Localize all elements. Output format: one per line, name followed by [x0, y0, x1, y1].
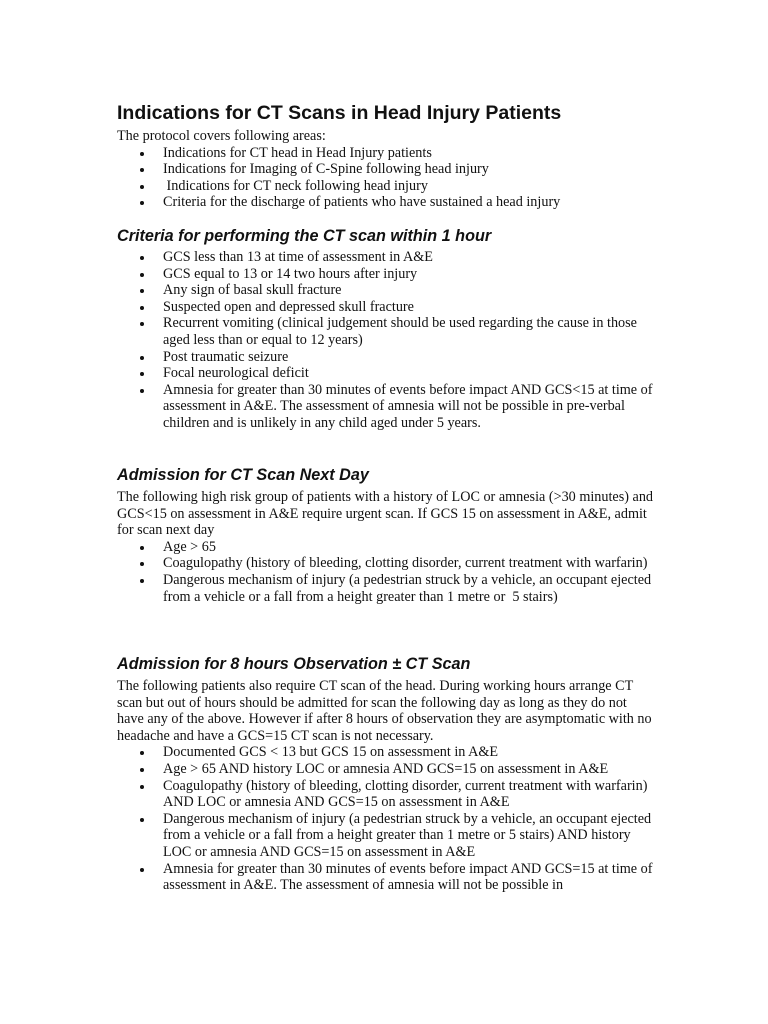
- section-heading-ct-1-hour: Criteria for performing the CT scan within 1 hour: [117, 227, 492, 245]
- section-heading-8-hours-observation: Admission for 8 hours Observation ± CT Scan: [117, 655, 471, 673]
- bullet-icon: [140, 185, 144, 189]
- bullet-icon: [140, 818, 144, 822]
- intro-list: [117, 145, 657, 211]
- section-2-block: [117, 489, 657, 605]
- list-item: Recurrent vomiting (clinical judgement should be used regarding the cause in those aged less than or equal to 12 years): [117, 315, 657, 348]
- section-2-text: The following high risk group of patients with a history of LOC or amnesia (>30 minutes) and GCS<15 on assessment in A&E require urgent scan. If GCS 15 on assessment in A&E, admit for scan next day: [117, 489, 654, 539]
- list-item: GCS equal to 13 or 14 two hours after injury: [117, 266, 657, 283]
- list-item: Post traumatic seizure: [117, 349, 657, 366]
- section-3-block: [117, 678, 657, 894]
- section-3-list: [117, 744, 657, 893]
- bullet-icon: [140, 868, 144, 872]
- document-title: Indications for CT Scans in Head Injury Patients: [117, 102, 562, 124]
- list-item: GCS less than 13 at time of assessment in A&E: [117, 249, 657, 266]
- list-item: Dangerous mechanism of injury (a pedestrian struck by a vehicle, an occupant ejected from a vehicle or a fall from a height greater than 1 metre or 5 stairs): [117, 572, 657, 605]
- bullet-icon: [140, 273, 144, 277]
- bullet-icon: [140, 751, 144, 755]
- bullet-icon: [140, 201, 144, 205]
- list-item: Indications for CT head in Head Injury patients: [117, 145, 657, 162]
- list-item: Age > 65 AND history LOC or amnesia AND GCS=15 on assessment in A&E: [117, 761, 657, 778]
- bullet-icon: [140, 562, 144, 566]
- list-item: Amnesia for greater than 30 minutes of events before impact AND GCS<15 at time of assessment in A&E. The assessment of amnesia will not be possible in pre-verbal children and is unlikely in any child aged under 5 years.: [117, 382, 657, 432]
- bullet-icon: [140, 579, 144, 583]
- list-item: Focal neurological deficit: [117, 365, 657, 382]
- section-2-list: [117, 539, 657, 605]
- bullet-icon: [140, 256, 144, 260]
- bullet-icon: [140, 356, 144, 360]
- intro-block: [117, 128, 657, 211]
- bullet-icon: [140, 389, 144, 393]
- bullet-icon: [140, 372, 144, 376]
- bullet-icon: [140, 306, 144, 310]
- list-item: Documented GCS < 13 but GCS 15 on assessment in A&E: [117, 744, 657, 761]
- list-item: Coagulopathy (history of bleeding, clotting disorder, current treatment with warfarin) AND LOC or amnesia AND GCS=15 on assessment in A&E: [117, 778, 657, 811]
- section-3-text: The following patients also require CT scan of the head. During working hours arrange CT scan but out of hours should be admitted for scan the following day as long as they do not have any of the above. However if after 8 hours of observation they are asymptomatic with no headache and have a GCS=15 CT scan is not necessary.: [117, 678, 652, 744]
- list-item: Age > 65: [117, 539, 657, 556]
- bullet-icon: [140, 785, 144, 789]
- bullet-icon: [140, 289, 144, 293]
- list-item: Any sign of basal skull fracture: [117, 282, 657, 299]
- bullet-icon: [140, 152, 144, 156]
- section-1-list: [117, 249, 657, 432]
- list-item: Coagulopathy (history of bleeding, clotting disorder, current treatment with warfarin): [117, 555, 657, 572]
- list-item: Indications for Imaging of C-Spine following head injury: [117, 161, 657, 178]
- list-item: Dangerous mechanism of injury (a pedestrian struck by a vehicle, an occupant ejected from a vehicle or a fall from a height greater than 1 metre or 5 stairs) AND history LOC or amnesia AND GCS=15 on assessment in A&E: [117, 811, 657, 861]
- bullet-icon: [140, 546, 144, 550]
- intro-text: The protocol covers following areas:: [117, 128, 326, 144]
- section-heading-ct-next-day: Admission for CT Scan Next Day: [117, 466, 369, 484]
- bullet-icon: [140, 768, 144, 772]
- list-item: Criteria for the discharge of patients who have sustained a head injury: [117, 194, 657, 211]
- bullet-icon: [140, 168, 144, 172]
- list-item: Indications for CT neck following head injury: [117, 178, 657, 195]
- bullet-icon: [140, 322, 144, 326]
- list-item: Amnesia for greater than 30 minutes of events before impact AND GCS=15 at time of assessment in A&E. The assessment of amnesia will not be possible in: [117, 861, 657, 894]
- section-1-block: [117, 249, 657, 432]
- list-item: Suspected open and depressed skull fracture: [117, 299, 657, 316]
